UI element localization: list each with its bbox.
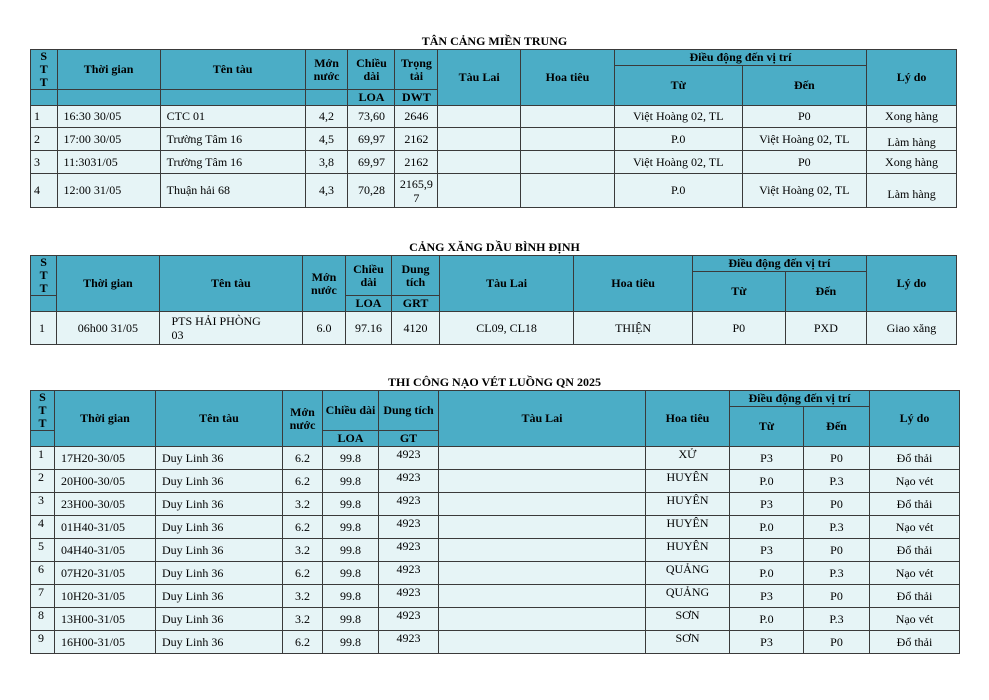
- header-from: Từ: [692, 272, 785, 312]
- header-pilot: Hoa tiêu: [646, 391, 730, 447]
- cell-from: P.0: [730, 516, 804, 539]
- cell-length: 99.8: [323, 562, 379, 585]
- cell-stt: 8: [31, 608, 55, 631]
- cell-ship: Trường Tâm 16: [160, 151, 305, 174]
- cell-time: 12:00 31/05: [57, 174, 160, 208]
- cell-stt: 3: [31, 151, 58, 174]
- cell-stt: 4: [31, 174, 58, 208]
- cell-draft: 4,3: [305, 174, 348, 208]
- table-row: [31, 470, 960, 493]
- cell-pilot: [521, 106, 615, 128]
- cell-draft: 4,5: [305, 128, 348, 151]
- schedule-table-nao-vet: [30, 390, 960, 654]
- cell-ship: PTS HẢI PHÒNG 03: [159, 312, 303, 345]
- cell-draft: 6.2: [283, 562, 323, 585]
- header-move: Điều động đến vị trí: [692, 256, 866, 272]
- table-row: [31, 312, 957, 345]
- cell-to: Việt Hoàng 02, TL: [742, 128, 867, 151]
- cell-ship: Duy Linh 36: [156, 493, 283, 516]
- cell-tug: [438, 106, 521, 128]
- header-time: Thời gian: [55, 391, 156, 447]
- section-title: TÂN CẢNG MIỀN TRUNG: [421, 34, 568, 48]
- cell-stt: 4: [31, 516, 55, 539]
- cell-stt: 3: [31, 493, 55, 516]
- cell-length: 73,60: [348, 106, 395, 128]
- cell-capacity: 4923: [379, 493, 439, 516]
- cell-time: 16H00-31/05: [55, 631, 156, 654]
- header-ship: Tên tàu: [156, 391, 283, 447]
- cell-ship: Duy Linh 36: [156, 516, 283, 539]
- header-capacity-unit: GT: [379, 431, 439, 447]
- header-move: Điều động đến vị trí: [614, 50, 866, 66]
- cell-to: PXD: [785, 312, 866, 345]
- cell-stt: 1: [31, 106, 58, 128]
- cell-to: P.3: [804, 516, 870, 539]
- cell-pilot: [521, 174, 615, 208]
- section-title: CẢNG XĂNG DẦU BÌNH ĐỊNH: [409, 240, 580, 254]
- cell-pilot: HUYÊN: [646, 539, 730, 562]
- cell-to: P0: [742, 106, 867, 128]
- cell-capacity: 4923: [379, 516, 439, 539]
- header-time: Thời gian: [57, 50, 160, 90]
- cell-pilot: QUẢNG: [646, 562, 730, 585]
- cell-to: P0: [804, 447, 870, 470]
- cell-reason: Đổ thải: [870, 493, 960, 516]
- cell-from: P.0: [614, 128, 742, 151]
- schedule-table-tan-cang: [30, 49, 957, 208]
- header-reason: Lý do: [866, 256, 956, 312]
- cell-time: 23H00-30/05: [55, 493, 156, 516]
- cell-ship: CTC 01: [160, 106, 305, 128]
- header-stt: S T T: [31, 391, 55, 431]
- cell-from: P.0: [730, 608, 804, 631]
- cell-pilot: HUYÊN: [646, 516, 730, 539]
- cell-tug: [439, 608, 646, 631]
- cell-pilot: [521, 151, 615, 174]
- cell-draft: 6.2: [283, 631, 323, 654]
- header-reason: Lý do: [870, 391, 960, 447]
- header-draft-sub: [305, 90, 348, 106]
- header-stt: S T T: [31, 256, 57, 296]
- cell-to: P0: [804, 493, 870, 516]
- schedule-table-xang-dau: [30, 255, 957, 345]
- cell-stt: 1: [31, 312, 57, 345]
- table-row: [31, 128, 957, 151]
- cell-time: 04H40-31/05: [55, 539, 156, 562]
- cell-draft: 3.2: [283, 608, 323, 631]
- cell-length: 99.8: [323, 539, 379, 562]
- cell-pilot: SƠN: [646, 631, 730, 654]
- cell-ship: Duy Linh 36: [156, 608, 283, 631]
- header-tug: Tàu Lai: [439, 256, 574, 312]
- cell-reason: Nạo vét: [870, 516, 960, 539]
- header-to: Đến: [785, 272, 866, 312]
- cell-draft: 4,2: [305, 106, 348, 128]
- cell-tug: [439, 539, 646, 562]
- header-capacity: Dung tích: [392, 256, 440, 296]
- cell-from: P3: [730, 585, 804, 608]
- cell-capacity: 2162: [395, 151, 438, 174]
- header-length-unit: LOA: [323, 431, 379, 447]
- cell-to: P0: [804, 585, 870, 608]
- cell-draft: 6.2: [283, 447, 323, 470]
- cell-capacity: 4923: [379, 447, 439, 470]
- header-from: Từ: [614, 66, 742, 106]
- header-pilot: Hoa tiêu: [521, 50, 615, 106]
- cell-tug: [439, 585, 646, 608]
- cell-length: 99.8: [323, 493, 379, 516]
- cell-reason: Đổ thải: [870, 631, 960, 654]
- cell-pilot: [521, 128, 615, 151]
- cell-stt: 2: [31, 128, 58, 151]
- cell-tug: [439, 562, 646, 585]
- cell-tug: [439, 631, 646, 654]
- table-row: [31, 539, 960, 562]
- cell-length: 99.8: [323, 585, 379, 608]
- cell-to: P0: [804, 539, 870, 562]
- cell-reason: Nạo vét: [870, 562, 960, 585]
- table-row: [31, 585, 960, 608]
- cell-time: 17:00 30/05: [57, 128, 160, 151]
- cell-ship: Duy Linh 36: [156, 470, 283, 493]
- cell-draft: 3.2: [283, 585, 323, 608]
- cell-pilot: QUẢNG: [646, 585, 730, 608]
- cell-length: 99.8: [323, 470, 379, 493]
- cell-tug: [439, 447, 646, 470]
- header-pilot: Hoa tiêu: [574, 256, 692, 312]
- header-capacity-unit: DWT: [395, 90, 438, 106]
- cell-to: P.3: [804, 562, 870, 585]
- header-draft: Mớn nước: [283, 391, 323, 447]
- cell-tug: [438, 151, 521, 174]
- table-row: [31, 493, 960, 516]
- cell-draft: 3.2: [283, 493, 323, 516]
- cell-reason: Đổ thải: [870, 539, 960, 562]
- cell-ship: Trường Tâm 16: [160, 128, 305, 151]
- cell-length: 69,97: [348, 151, 395, 174]
- cell-capacity: 2646: [395, 106, 438, 128]
- cell-stt: 2: [31, 470, 55, 493]
- cell-from: P3: [730, 631, 804, 654]
- cell-capacity: 2165,9 7: [395, 174, 438, 208]
- table-row: [31, 174, 957, 208]
- cell-pilot: SƠN: [646, 608, 730, 631]
- cell-reason: Làm hàng: [867, 128, 957, 151]
- cell-from: P3: [730, 493, 804, 516]
- cell-reason: Xong hàng: [867, 106, 957, 128]
- cell-to: P.3: [804, 470, 870, 493]
- cell-time: 06h00 31/05: [57, 312, 159, 345]
- header-capacity: Trọng tải: [395, 50, 438, 90]
- cell-capacity: 2162: [395, 128, 438, 151]
- cell-stt: 5: [31, 539, 55, 562]
- cell-capacity: 4120: [392, 312, 440, 345]
- cell-capacity: 4923: [379, 585, 439, 608]
- cell-pilot: HUYÊN: [646, 470, 730, 493]
- cell-from: P0: [692, 312, 785, 345]
- cell-time: 16:30 30/05: [57, 106, 160, 128]
- cell-reason: Giao xăng: [866, 312, 956, 345]
- header-to: Đến: [742, 66, 867, 106]
- cell-pilot: HUYÊN: [646, 493, 730, 516]
- cell-draft: 6.2: [283, 470, 323, 493]
- header-move: Điều động đến vị trí: [730, 391, 870, 407]
- header-ship: Tên tàu: [160, 50, 305, 90]
- cell-tug: [438, 174, 521, 208]
- header-time-sub: [57, 90, 160, 106]
- table-row: [31, 562, 960, 585]
- cell-tug: [438, 128, 521, 151]
- header-stt-sub: [31, 431, 55, 447]
- header-reason: Lý do: [867, 50, 957, 106]
- cell-tug: [439, 493, 646, 516]
- cell-length: 99.8: [323, 608, 379, 631]
- cell-from: P.0: [730, 562, 804, 585]
- table-row: [31, 106, 957, 128]
- cell-from: Việt Hoàng 02, TL: [614, 106, 742, 128]
- cell-ship: Duy Linh 36: [156, 539, 283, 562]
- cell-draft: 3.2: [283, 539, 323, 562]
- cell-length: 69,97: [348, 128, 395, 151]
- cell-to: P0: [742, 151, 867, 174]
- cell-to: P.3: [804, 608, 870, 631]
- cell-from: P3: [730, 447, 804, 470]
- cell-from: P3: [730, 539, 804, 562]
- cell-capacity: 4923: [379, 631, 439, 654]
- cell-capacity: 4923: [379, 470, 439, 493]
- cell-length: 70,28: [348, 174, 395, 208]
- cell-ship: Duy Linh 36: [156, 631, 283, 654]
- table-row: [31, 516, 960, 539]
- cell-from: P.0: [730, 470, 804, 493]
- header-to: Đến: [804, 407, 870, 447]
- cell-length: 97.16: [345, 312, 392, 345]
- cell-pilot: THIỆN: [574, 312, 692, 345]
- cell-ship: Duy Linh 36: [156, 585, 283, 608]
- cell-ship: Thuận hải 68: [160, 174, 305, 208]
- header-stt-sub: [31, 90, 58, 106]
- header-time: Thời gian: [57, 256, 159, 312]
- cell-from: Việt Hoàng 02, TL: [614, 151, 742, 174]
- cell-time: 01H40-31/05: [55, 516, 156, 539]
- header-length: Chiều dài: [323, 391, 379, 431]
- cell-length: 99.8: [323, 516, 379, 539]
- header-stt-sub: [31, 296, 57, 312]
- cell-pilot: XỬ: [646, 447, 730, 470]
- header-capacity-unit: GRT: [392, 296, 440, 312]
- cell-stt: 1: [31, 447, 55, 470]
- cell-to: Việt Hoàng 02, TL: [742, 174, 867, 208]
- cell-capacity: 4923: [379, 562, 439, 585]
- table-row: [31, 151, 957, 174]
- cell-stt: 9: [31, 631, 55, 654]
- header-capacity: Dung tích: [379, 391, 439, 431]
- table-row: [31, 447, 960, 470]
- cell-to: P0: [804, 631, 870, 654]
- cell-from: P.0: [614, 174, 742, 208]
- header-ship-sub: [160, 90, 305, 106]
- cell-capacity: 4923: [379, 608, 439, 631]
- cell-reason: Nạo vét: [870, 470, 960, 493]
- cell-reason: Xong hàng: [867, 151, 957, 174]
- header-length: Chiều dài: [348, 50, 395, 90]
- cell-time: 13H00-31/05: [55, 608, 156, 631]
- section-title: THI CÔNG NẠO VÉT LUỒNG QN 2025: [388, 375, 601, 389]
- header-length-unit: LOA: [348, 90, 395, 106]
- table-row: [31, 631, 960, 654]
- cell-draft: 6.2: [283, 516, 323, 539]
- table-row: [31, 608, 960, 631]
- cell-tug: [439, 516, 646, 539]
- cell-reason: Đổ thải: [870, 447, 960, 470]
- cell-length: 99.8: [323, 631, 379, 654]
- header-tug: Tàu Lai: [439, 391, 646, 447]
- cell-reason: Đổ thải: [870, 585, 960, 608]
- cell-time: 11:3031/05: [57, 151, 160, 174]
- header-from: Từ: [730, 407, 804, 447]
- cell-ship: Duy Linh 36: [156, 562, 283, 585]
- cell-reason: Làm hàng: [867, 174, 957, 208]
- header-length-unit: LOA: [345, 296, 392, 312]
- cell-time: 10H20-31/05: [55, 585, 156, 608]
- header-ship: Tên tàu: [159, 256, 303, 312]
- cell-reason: Nạo vét: [870, 608, 960, 631]
- header-length: Chiều dài: [345, 256, 392, 296]
- cell-draft: 3,8: [305, 151, 348, 174]
- cell-capacity: 4923: [379, 539, 439, 562]
- cell-stt: 6: [31, 562, 55, 585]
- cell-tug: CL09, CL18: [439, 312, 574, 345]
- cell-ship: Duy Linh 36: [156, 447, 283, 470]
- cell-stt: 7: [31, 585, 55, 608]
- header-stt: S T T: [31, 50, 58, 90]
- header-draft: Mớn nước: [303, 256, 346, 312]
- cell-tug: [439, 470, 646, 493]
- header-draft: Mớn nước: [305, 50, 348, 90]
- header-tug: Tàu Lai: [438, 50, 521, 106]
- cell-time: 07H20-31/05: [55, 562, 156, 585]
- cell-time: 17H20-30/05: [55, 447, 156, 470]
- cell-draft: 6.0: [303, 312, 346, 345]
- cell-length: 99.8: [323, 447, 379, 470]
- cell-time: 20H00-30/05: [55, 470, 156, 493]
